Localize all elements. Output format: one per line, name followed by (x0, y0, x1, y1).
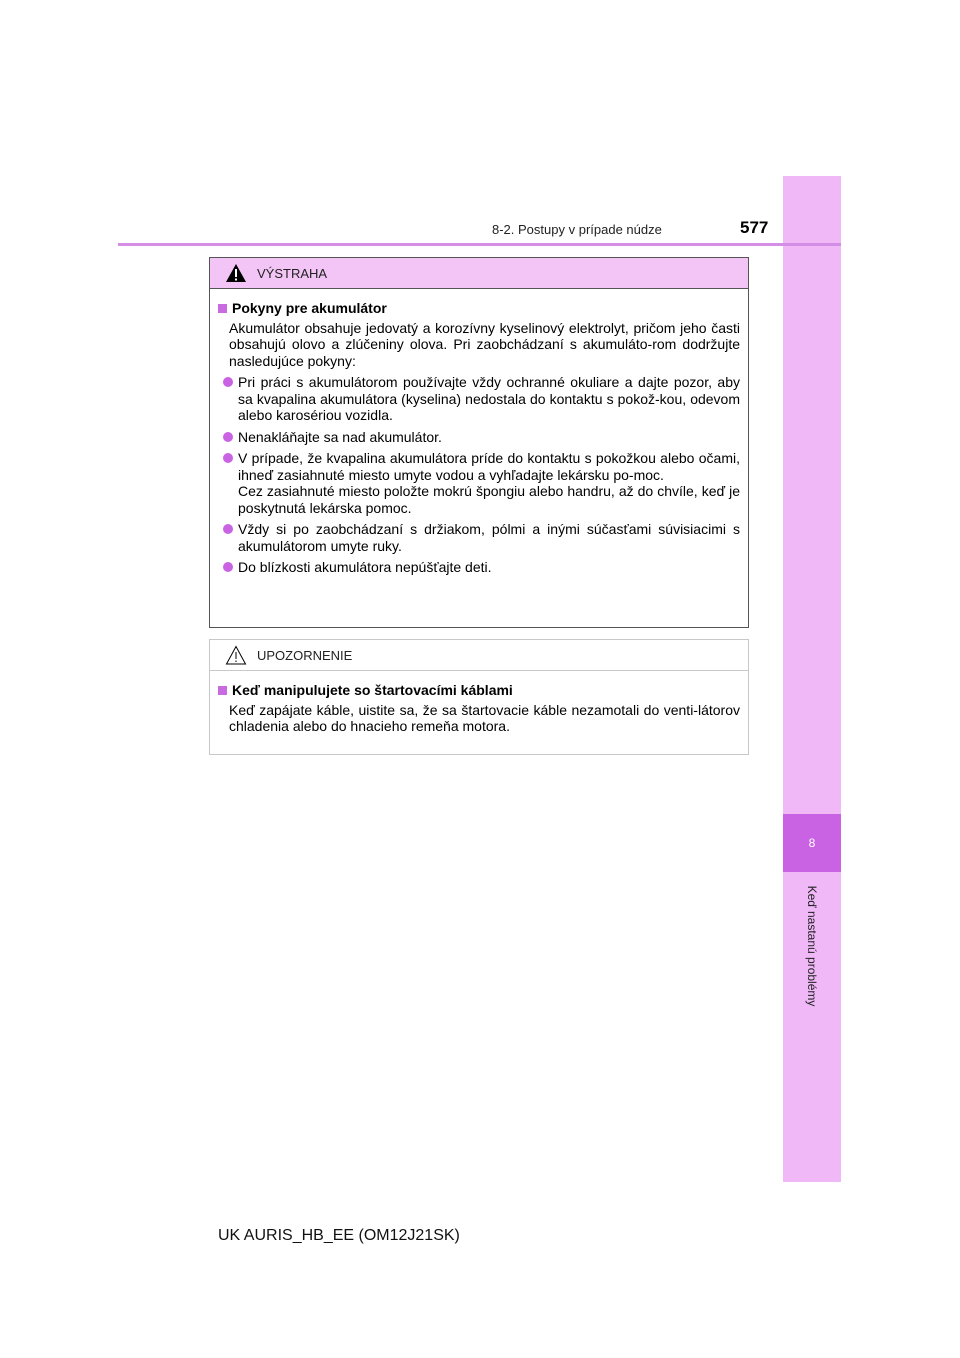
caution-body (210, 671, 748, 735)
chapter-side-tab (783, 176, 841, 1182)
section-title: 8-2. Postupy v prípade núdze (492, 222, 662, 237)
list-item (218, 450, 740, 516)
warning-triangle-icon (225, 263, 247, 283)
warning-header (210, 258, 748, 289)
caution-triangle-icon (225, 645, 247, 665)
square-bullet-icon (218, 686, 227, 695)
footer-model-code: UK AURIS_HB_EE (OM12J21SK) (218, 1227, 460, 1244)
caution-label: UPOZORNENIE (257, 647, 353, 663)
warning-body (210, 289, 748, 576)
header-divider (118, 243, 841, 246)
list-item (218, 374, 740, 424)
bullet-text: Do blízkosti akumulátora nepúšťajte deti. (238, 559, 492, 575)
list-item (218, 559, 740, 576)
page-number: 577 (740, 218, 769, 237)
caution-heading-text: Keď manipulujete so štartovacími káblami (232, 682, 513, 698)
warning-box (209, 257, 749, 628)
list-item (218, 429, 740, 446)
warning-heading-text: Pokyny pre akumulátor (232, 300, 387, 316)
square-bullet-icon (218, 304, 227, 313)
warning-bullet-list (218, 374, 740, 576)
bullet-text: V prípade, že kvapalina akumulátora príde do kontaktu s pokožkou alebo očami, ihneď zasiahnuté miesto umyte vodou a vyhľadajte lekársku po-moc. Cez zasiahnuté miesto položte mokrú špongiu alebo handru, až do chvíle, keď je poskytnutá lekárska pomoc. (238, 450, 740, 516)
warning-subheading (218, 300, 740, 317)
caution-header (210, 640, 748, 671)
bullet-dot-icon (223, 524, 233, 534)
bullet-dot-icon (223, 562, 233, 572)
list-item (218, 521, 740, 554)
caution-text: Keď zapájate káble, uistite sa, že sa štartovacie káble nezamotali do venti-látorov chladenia alebo do hnacieho remeňa motora. (229, 701, 740, 734)
bullet-text: Pri práci s akumulátorom používajte vždy ochranné okuliare a dajte pozor, aby sa kvapalina akumulátora (kyselina) nedostala do kontaktu s pokož-kou, odevom alebo karosériou vozidla. (238, 374, 740, 423)
bullet-text: Vždy si po zaobchádzaní s držiakom, pólmi a inými súčasťami súvisiacimi s akumulátorom umyte ruky. (238, 521, 740, 554)
bullet-dot-icon (223, 432, 233, 442)
bullet-dot-icon (223, 453, 233, 463)
chapter-number: 8 (783, 814, 841, 872)
bullet-text: Nenakláňajte sa nad akumulátor. (238, 428, 442, 445)
warning-intro: Akumulátor obsahuje jedovatý a korozívny kyselinový elektrolyt, pričom jeho časti obsahujú olovo a zlúčeniny olova. Pri zaobchádzaní s akumuláto-rom dodržujte nasledujúce pokyny: (229, 319, 740, 369)
chapter-title: Keď nastanú problémy (805, 885, 819, 1007)
bullet-dot-icon (223, 377, 233, 387)
caution-box (209, 639, 749, 755)
warning-label: VÝSTRAHA (257, 265, 328, 281)
caution-subheading (218, 682, 740, 699)
